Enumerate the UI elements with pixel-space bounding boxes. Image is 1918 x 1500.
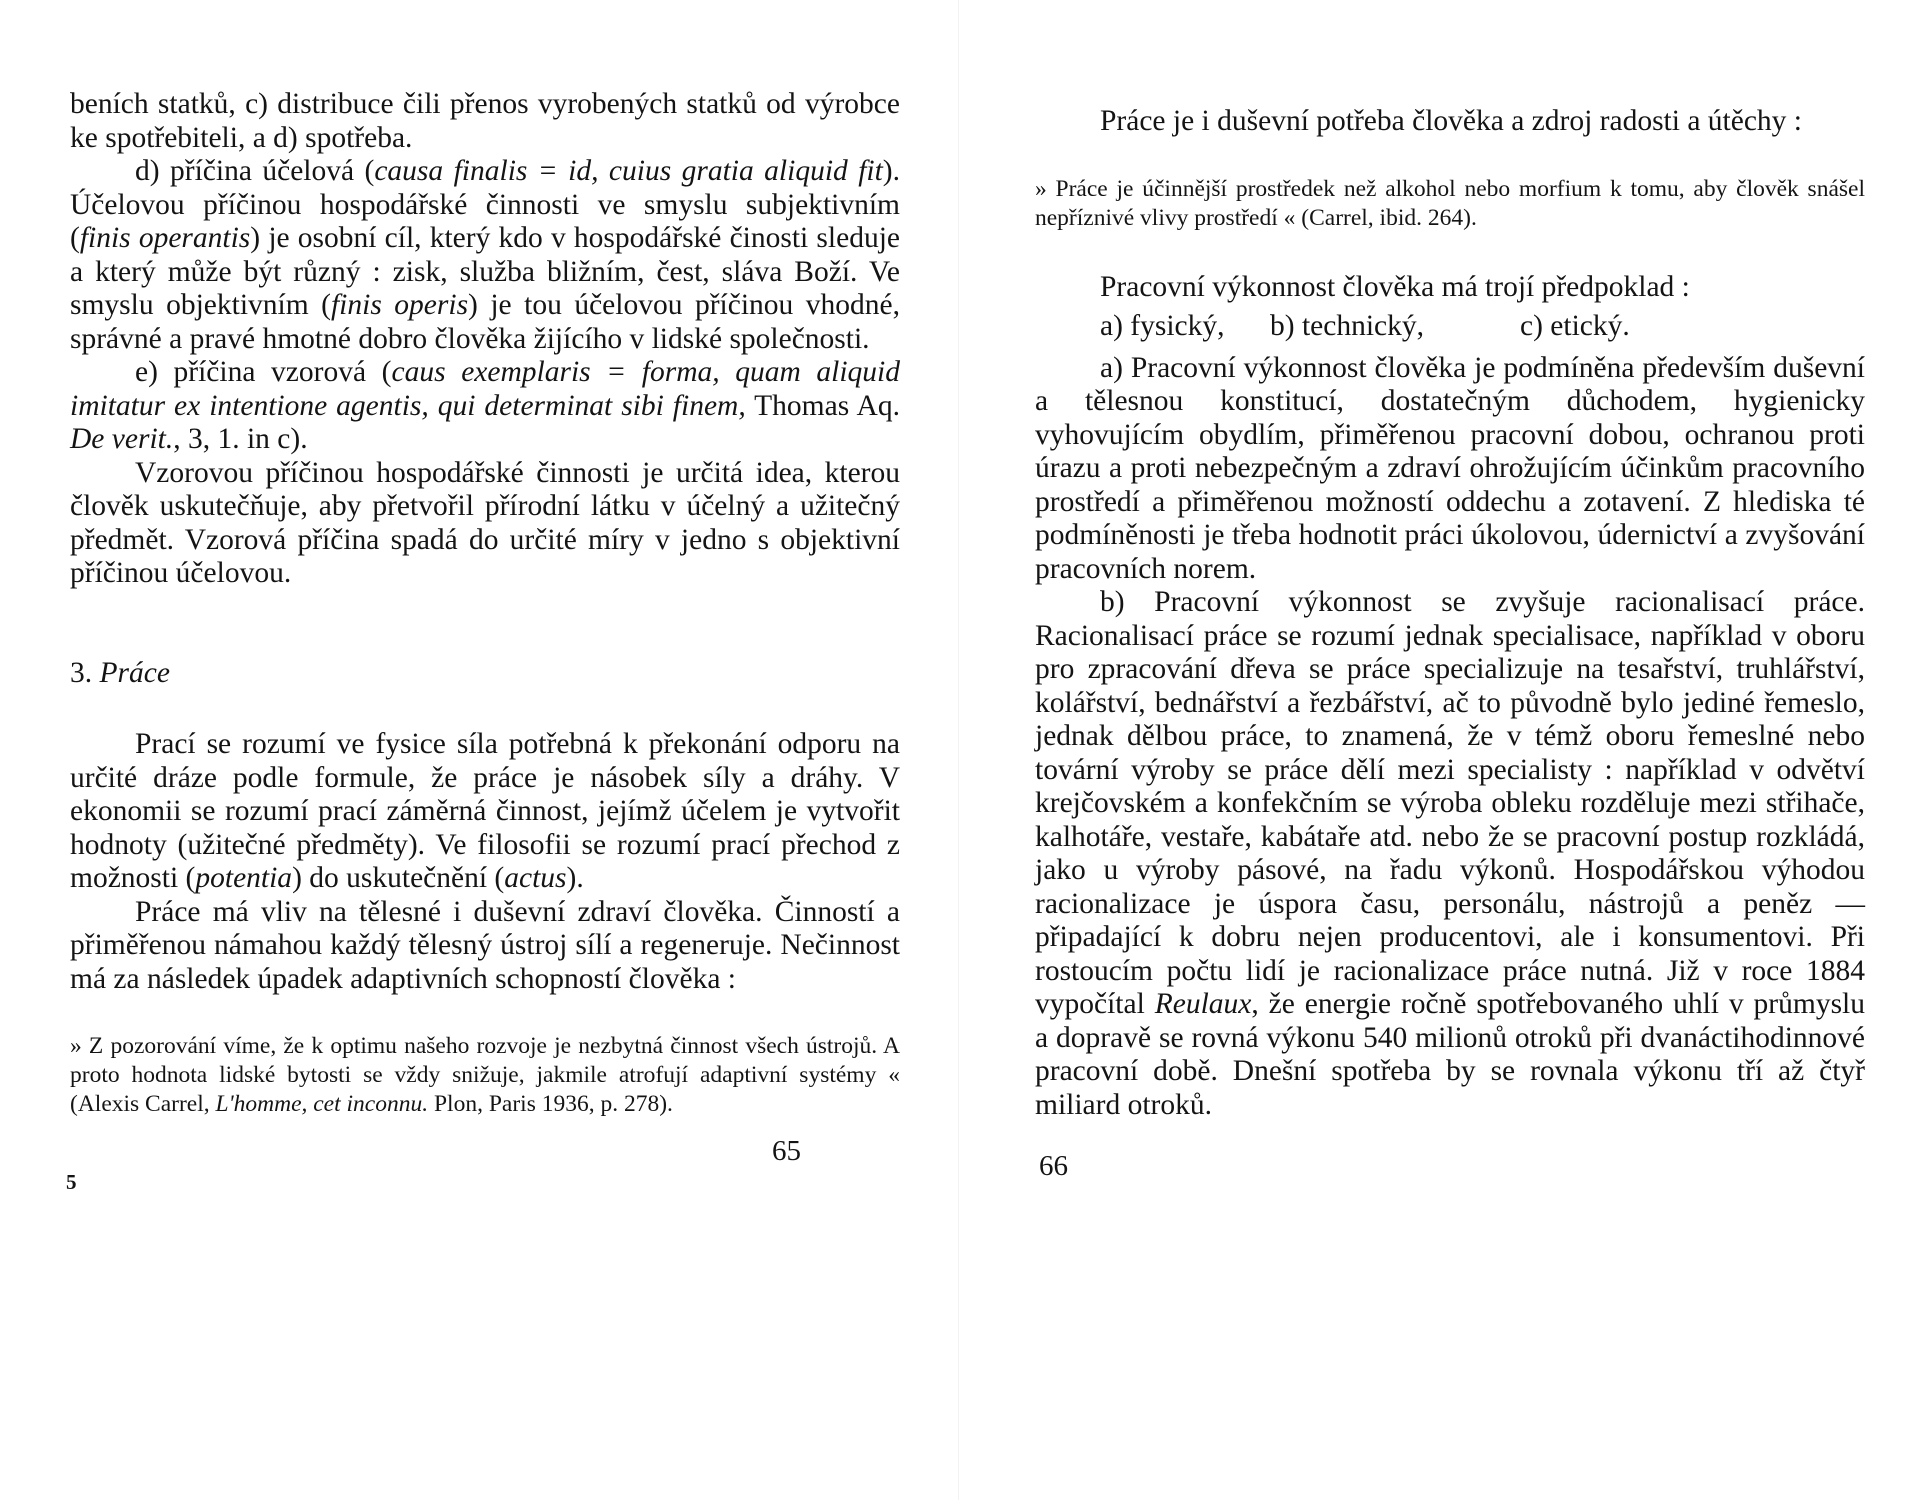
paragraph: Vzorovou příčinou hospodářské činnosti je určitá idea, kterou člověk uskutečňuje, aby přetvořil přírodní látku v účelný a užitečný předmět. Vzorová příčina spadá do určité míry v jedno s objektivní příčinou účelovou. xyxy=(70,456,900,589)
paragraph: Práce má vliv na tělesné i duševní zdraví člověka. Činností a přiměřenou námahou každý tělesný ústroj sílí a regeneruje. Nečinnost má za následek úpadek adaptivních schopností člověka : xyxy=(70,895,900,995)
paragraph: Práce je i duševní potřeba člověka a zdroj radosti a útěchy : xyxy=(1100,105,1802,137)
left-text-column xyxy=(70,88,900,1119)
paragraph: Pracovní výkonnost člověka má trojí předpoklad : xyxy=(1100,270,1690,303)
paragraph-physical: a) Pracovní výkonnost člověka je podmíněna především duševní a tělesnou konstitucí, dostatečným důchodem, hygienicky vyhovujícím obydlím, přiměřenou pracovní dobou, ochranou proti úrazu a proti nebezpečným a zdraví ohrožujícím účinkům pracovního prostředí a přiměřenou možností oddechu a zotavení. Z hlediska té podmíněnosti je třeba hodnotit práci úkolovou, údernictví a zvyšování pracovních norem. xyxy=(1035,351,1865,585)
paragraph-technical: b) Pracovní výkonnost se zvyšuje racionalisací práce. Racionalisací práce se rozumí jednak specialisace, například v oboru pro zpracování dřeva se práce specializuje na tesařství, truhlářství, kolářství, bednářství a řezbářství, ač to původně bylo jediné řemeslo, jednak dělbou práce, to znamená, že v témž oboru řemeslné nebo tovární výroby se práce dělí mezi specialisty : například v odvětví krejčovském a konfekčním se výroba obleku rozděluje mezi střihače, kalhotáře, vestaře, kabátaře atd. nebo že se pracovní postup rozkládá, jako u výroby pásové, na řadu výkonů. Hospodářskou výhodou racionalizace je úspora času, personálu, nástrojů a peněz — připadající k dobru nejen producentovi, ale i konsumentovi. Při rostoucím počtu lidí je racionalizace práce nutná. Již v roce 1884 vypočítal Reulaux, že energie ročně spotřebovaného uhlí v průmyslu a dopravě se rovná výkonu 540 milionů otroků při dvanáctihodinnové pracovní době. Dnešní spotřeba by se rovnala výkonu tří až čtyř miliard otroků. xyxy=(1035,586,1865,1121)
right-text-column xyxy=(1035,105,1865,1122)
precondition-c: c) etický. xyxy=(1520,310,1630,342)
section-heading: 3. Práce xyxy=(70,656,170,689)
quote-block: » Z pozorování víme, že k optimu našeho rozvoje je nezbytná činnost všech ústrojů. A proto hodnota lidské bytosti se vždy snižuje, jakmile atrofují adaptivní systémy « (Alexis Carrel, L'homme, cet inconnu. Plon, Paris 1936, p. 278). xyxy=(70,1033,900,1117)
precondition-b: b) technický, xyxy=(1270,310,1424,342)
paragraph-causa-exemplaris: e) příčina vzorová (caus exemplaris = forma, quam aliquid imitatur ex intentione agentis, qui determinat sibi finem, Thomas Aq. De verit., 3, 1. in c). xyxy=(70,356,901,455)
right-page xyxy=(959,0,1918,1500)
preconditions-list xyxy=(1035,310,1865,344)
paragraph: beních statků, c) distribuce čili přenos vyrobených statků od výrobce ke spotřebiteli, a d) spotřeba. xyxy=(70,88,900,154)
precondition-a: a) fysický, xyxy=(1100,310,1225,342)
paragraph-causa-finalis: d) příčina účelová (causa finalis = id, cuius gratia aliquid fit). Účelovou příčinou hospodářské činnosti ve smyslu subjektivním (finis operantis) je osobní cíl, který kdo v hospodářské činosti sleduje a který může být různý : zisk, služba bližním, čest, sláva Boží. Ve smyslu objektivním (finis operis) je tou účelovou příčinou vhodné, správné a pravé hmotné dobro člověka žijícího v lidské společnosti. xyxy=(70,155,900,355)
page-number: 65 xyxy=(772,1135,801,1167)
paragraph-definition-of-work: Prací se rozumí ve fysice síla potřebná k překonání odporu na určité dráze podle formule, že práce je násobek síly a dráhy. V ekonomii se rozumí prací záměrná činnost, jejímž účelem je vytvořit hodnoty (užitečné předměty). Ve filosofii se rozumí prací přechod z možnosti (potentia) do uskutečnění (actus). xyxy=(70,728,900,894)
page-number: 66 xyxy=(1039,1150,1068,1182)
quote-block: » Práce je účinnější prostředek než alkohol nebo morfium k tomu, aby člověk snášel nepříznivé vlivy prostředí « (Carrel, ibid. 264). xyxy=(1035,175,1865,231)
signature-mark: 5 xyxy=(66,1170,77,1194)
